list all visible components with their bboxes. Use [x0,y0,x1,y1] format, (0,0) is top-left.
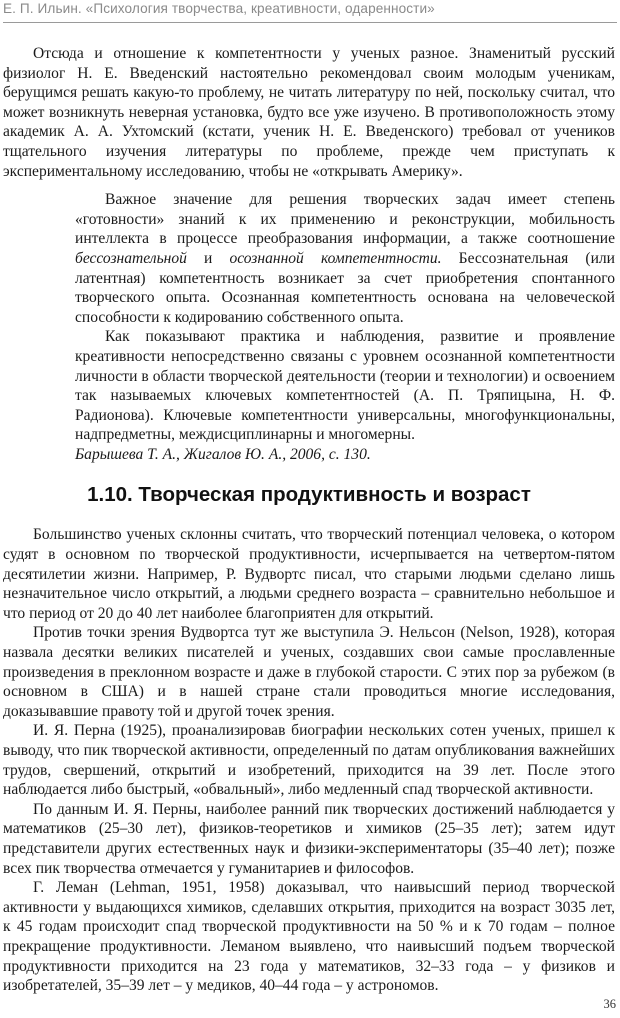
page-number: 36 [603,997,616,1011]
quote-paragraph-2: Как показывают практика и наблюдения, развитие и проявление креативности непосредственно связаны с уровнем осознанной компетентности личности в области творческой деятельности (теории и технологии) и освоением так называемых ключевых компетентностей (А. П. Тряпицына, Н. Ф. Радионова). Ключевые компетентности универсальны, многофункциональны, надпредметны, междисциплинарны и многомерны. [75,328,615,444]
quote-text: и [186,249,230,267]
section-paragraph-5: Г. Леман (Lehman, 1951, 1958) доказывал, что наивысший период творческой активности у выдающихся химиков, сделавших открытия, приходится на возраст 3035 лет, к 45 годам происходит спад творческой продуктивности на 50 % и к 70 годам – полное прекращение продуктивности. Леманом выявлено, что наивысший подъем творческой продуктивности приходится на 23 года у математиков, 32–33 года – у физиков и изобретателей, 35–39 лет – у медиков, 40–44 года – у астрономов. [3,879,615,995]
page-body [3,44,615,996]
section-paragraph-1: Большинство ученых склонны считать, что творческий потенциал человека, о котором судят в основном по творческой продуктивности, исчерпывается на четвертом-пятом десятилетии жизни. Например, Р. Вудвортс писал, что старыми людьми сделано лишь незначительное число открытий, а людьми среднего возраста – сравнительно небольшое и что период от 20 до 40 лет наиболее благоприятен для открытий. [3,526,615,622]
section-paragraph-3: И. Я. Перна (1925), проанализировав биографии нескольких сотен ученых, пришел к выводу, что пик творческой активности, определенный по датам опубликования важнейших трудов, свершений, открытий и изобретений, приходится на 39 лет. После этого наблюдается либо быстрый, «обвальный», либо медленный спад творческой активности. [3,722,615,799]
quote-citation: Барышева Т. А., Жигалов Ю. А., 2006, с. 130. [75,445,371,463]
header-divider [3,22,617,23]
section-paragraph-2: Против точки зрения Вудвортса тут же выступила Э. Нельсон (Nelson, 1928), которая назвала десятки великих писателей и ученых, создавших свои самые прославленные произведения в преклонном возрасте и даже в глубокой старости. С этих пор за рубежом (в основном в США) и в нашей стране стали проводиться многие исследования, доказывавшие правоту той и другой точек зрения. [3,624,615,720]
running-header: Е. П. Ильин. «Психология творчества, креативности, одаренности» [3,1,435,16]
quote-text: Важное значение для решения творческих задач имеет степень «готовности» знаний к их применению и реконструкции, мобильность интеллекта в процессе преобразования информации, а также соотношение [75,191,615,248]
intro-paragraph: Отсюда и отношение к компетентности у ученых разное. Знаменитый русский физиолог Н. Е. Введенский настоятельно рекомендовал своим молодым ученикам, берущимся решать какую-то проблему, не читать литературу по ней, поскольку считал, что может возникнуть неверная установка, будто все уже изучено. В противоположность этому академик А. А. Ухтомский (кстати, ученик Н. Е. Введенского) требовал от учеников тщательного изучения литературы по проблеме, прежде чем приступать к экспериментальному исследованию, чтобы не «открывать Америку». [3,45,615,180]
section-paragraph-4: По данным И. Я. Перны, наиболее ранний пик творческих достижений наблюдается у математиков (25–30 лет), физиков-теоретиков и химиков (25–35 лет); затем идут представители других естественных наук и физики-экспериментаторы (35–40 лет); позже всех пик творчества отмечается у гуманитариев и философов. [3,800,615,877]
quote-text: Бессознательная (или латентная) компетентность возникает за счет приобретения спонтанного творческого опыта. Осознанная компетентность основана на человеческой способности к кодированию собственного опыта. [75,249,616,326]
quote-paragraph-1 [75,190,615,327]
section-title: 1.10. Творческая продуктивность и возраст [87,483,531,507]
quote-emphasis-conscious: осознанной компетентности. [229,249,442,267]
quote-emphasis-unconscious: бессознательной [75,249,187,267]
block-quote [75,190,615,464]
